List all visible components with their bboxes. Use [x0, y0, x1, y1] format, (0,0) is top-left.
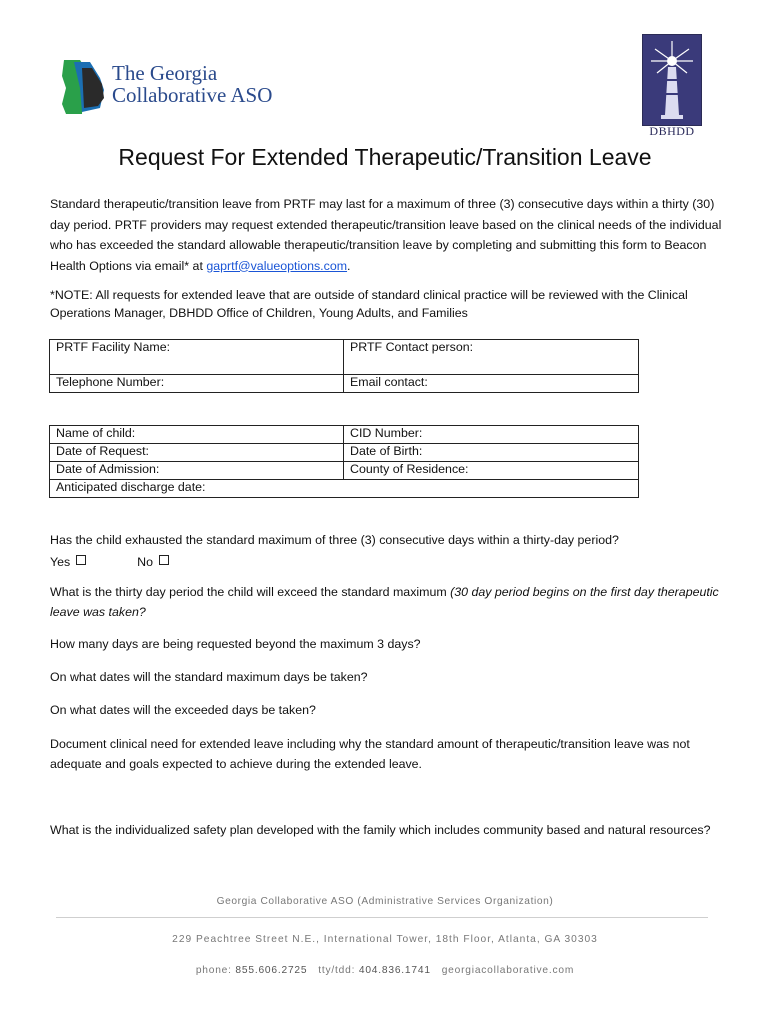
tty-number: 404.836.1741 [358, 965, 431, 976]
logo-line-1: The Georgia [112, 61, 218, 85]
website-link[interactable]: georgiacollaborative.com [441, 965, 575, 976]
question-exceeded-dates: On what dates will the exceeded days be taken? [50, 703, 316, 717]
intro-text: Standard therapeutic/transition leave from PRTF may last for a maximum of three (3) consecutive days within a thirty (30) day period. PRTF providers may request extended therapeutic/transition leave based on the clinical needs of the individual who has exceeded the standard allowable therapeutic/transition leave by completing and submitting this form to Beacon Health Options via email* at [50, 197, 722, 273]
georgia-map-icon [60, 58, 110, 118]
q2-italic: (30 day period begins on the first day therapeutic leave was taken? [50, 585, 719, 619]
footer-contact [0, 965, 770, 976]
q2-text: What is the thirty day period the child will exceed the standard maximum [50, 585, 451, 599]
intro-paragraph [50, 194, 722, 276]
cid-number-cell[interactable] [344, 426, 639, 444]
telephone-label: Telephone Number: [56, 375, 165, 389]
question-clinical-need: Document clinical need for extended leave including why the standard amount of therapeutic/transition leave was not adequate and goals expected to achieve during the extended leave. [50, 737, 690, 771]
question-exhausted: Has the child exhausted the standard maximum of three (3) consecutive days within a thirty-day period? [50, 533, 619, 547]
georgia-collaborative-logo [60, 58, 290, 120]
lighthouse-icon [643, 35, 701, 125]
facility-name-cell[interactable] [50, 340, 344, 375]
cid-number-label: CID Number: [350, 426, 423, 440]
dbhdd-label: DBHDD [649, 124, 695, 138]
email-contact-label: Email contact: [350, 375, 428, 389]
child-name-label: Name of child: [56, 426, 136, 440]
discharge-date-cell[interactable] [50, 480, 639, 498]
footer-divider [56, 917, 708, 918]
tty-label: tty/tdd: [318, 965, 356, 976]
logo-text [112, 62, 272, 106]
note-paragraph: *NOTE: All requests for extended leave that are outside of standard clinical practice will be reviewed with the Clinical Operations Manager, DBHDD Office of Children, Young Adults, and Families [50, 288, 688, 320]
discharge-date-label: Anticipated discharge date: [56, 480, 206, 494]
date-of-request-label: Date of Request: [56, 444, 149, 458]
phone-number: 855.606.2725 [235, 965, 308, 976]
county-label: County of Residence: [350, 462, 469, 476]
contact-person-cell[interactable] [344, 340, 639, 375]
date-of-birth-label: Date of Birth: [350, 444, 423, 458]
phone-label: phone: [195, 965, 232, 976]
facility-name-label: PRTF Facility Name: [56, 340, 171, 354]
contact-person-label: PRTF Contact person: [350, 340, 474, 354]
yes-checkbox[interactable] [76, 555, 86, 565]
logo-line-2: Collaborative ASO [112, 83, 273, 107]
facility-table [49, 339, 639, 393]
question-days-requested: How many days are being requested beyond the maximum 3 days? [50, 637, 421, 651]
page-title: Request For Extended Therapeutic/Transition Leave [118, 144, 652, 170]
yes-no-row [50, 552, 722, 572]
dbhdd-logo [642, 34, 702, 144]
question-thirty-day-period [50, 582, 722, 622]
intro-end: . [347, 258, 351, 273]
county-cell[interactable] [344, 462, 639, 480]
yes-label: Yes [50, 555, 71, 569]
date-of-admission-cell[interactable] [50, 462, 344, 480]
no-label: No [137, 555, 153, 569]
no-checkbox[interactable] [159, 555, 169, 565]
dbhdd-seal [642, 34, 702, 126]
child-info-table [49, 425, 639, 498]
telephone-cell[interactable] [50, 375, 344, 393]
footer-org: Georgia Collaborative ASO (Administrative Services Organization) [216, 896, 554, 907]
date-of-admission-label: Date of Admission: [56, 462, 160, 476]
question-safety-plan: What is the individualized safety plan developed with the family which includes community based and natural resources? [50, 823, 711, 837]
question-standard-dates: On what dates will the standard maximum days be taken? [50, 670, 368, 684]
child-name-cell[interactable] [50, 426, 344, 444]
email-contact-cell[interactable] [344, 375, 639, 393]
date-of-request-cell[interactable] [50, 444, 344, 462]
date-of-birth-cell[interactable] [344, 444, 639, 462]
email-link[interactable]: gaprtf@valueoptions.com [206, 258, 348, 273]
footer-address: 229 Peachtree Street N.E., International Tower, 18th Floor, Atlanta, GA 30303 [172, 934, 598, 945]
